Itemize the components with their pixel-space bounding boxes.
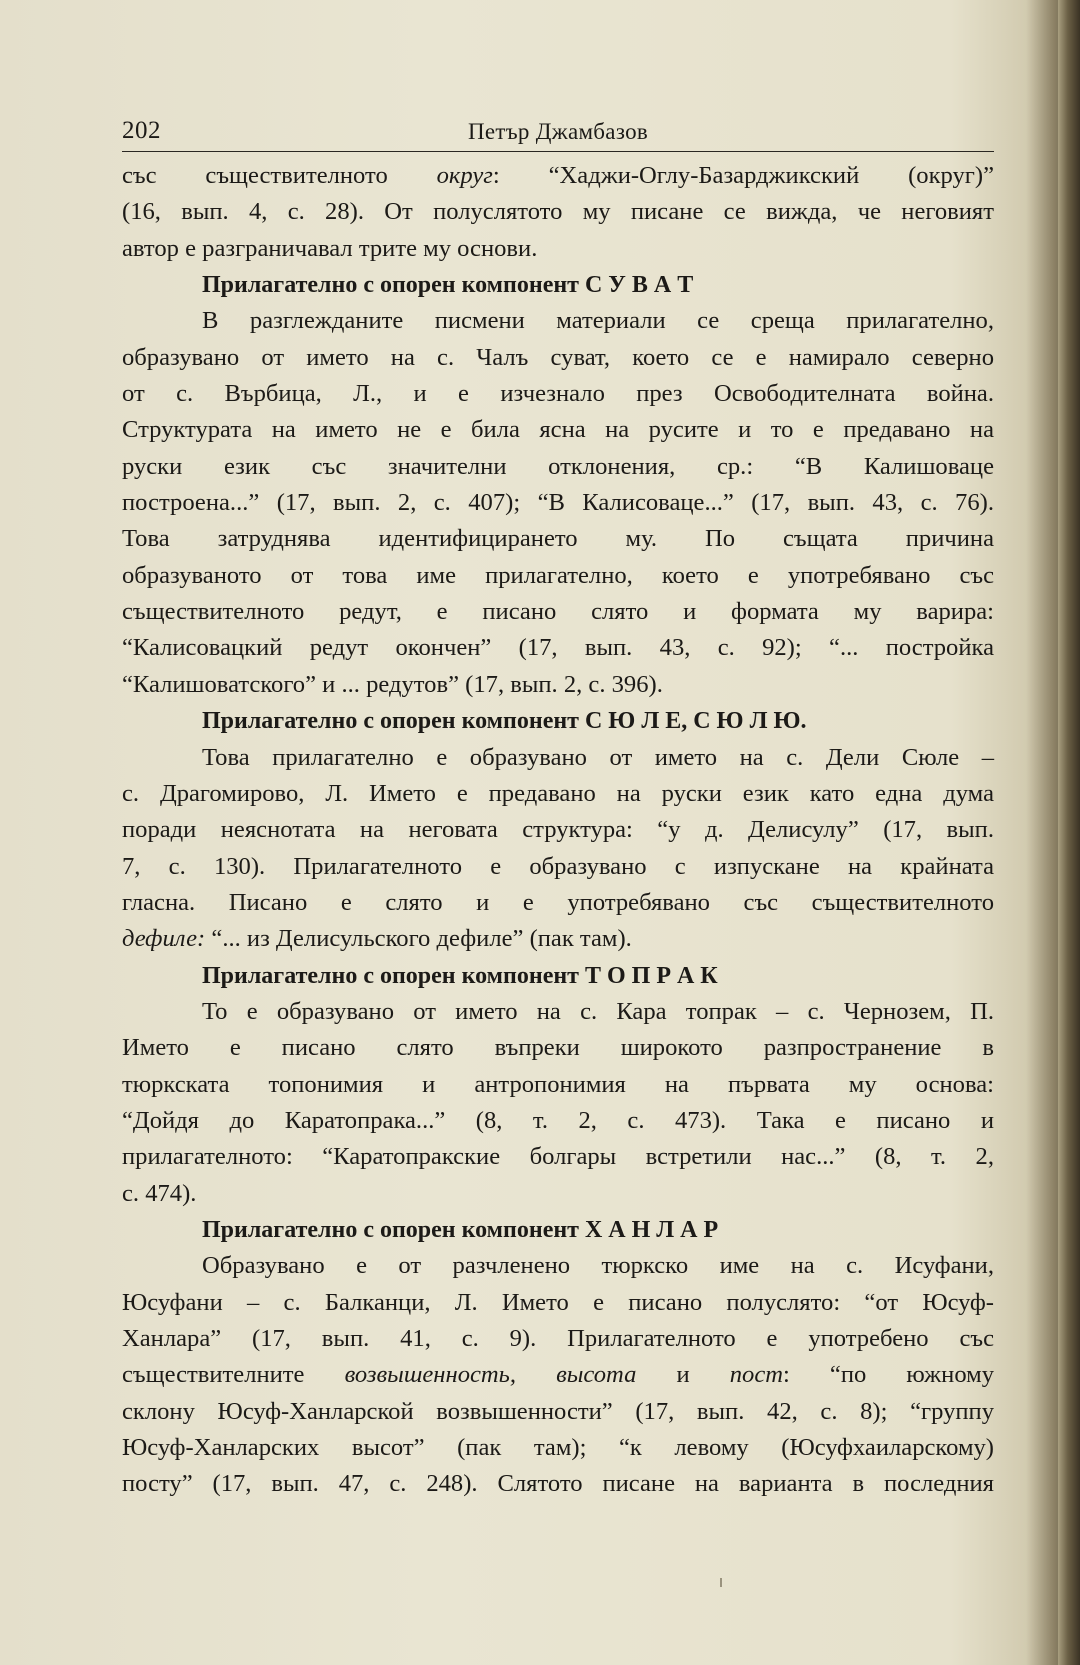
text-line: “Дойдя до Каратопрака...” (8, т. 2, с. 473). Така е писано и — [122, 1106, 994, 1134]
text-line: съществителното редут, е писано слято и формата му варира: — [122, 598, 994, 626]
text-line: с. Драгомирово, Л. Името е предавано на руски език като една дума — [122, 779, 994, 807]
body-text — [122, 158, 994, 1503]
text-line: Това затруднява идентифицирането му. По същата причина — [122, 525, 994, 553]
text-line: построена...” (17, вып. 2, с. 407); “В Калисоваце...” (17, вып. 43, с. 76). — [122, 489, 994, 517]
text-line: Образувано е от разчленено тюркско име на с. Исуфани, — [202, 1252, 994, 1280]
text-line: дефиле: “... из Делисульского дефиле” (пак там). — [122, 925, 632, 953]
text-line: Юсуфани – с. Балканци, Л. Името е писано полуслято: “от Юсуф- — [122, 1288, 994, 1316]
text-line: от с. Върбица, Л., и е изчезнало през Освободителната война. — [122, 380, 994, 408]
text-line: гласна. Писано е слято и е употребявано със съществителното — [122, 888, 994, 916]
text-line: тюркската топонимия и антропонимия на първата му основа: — [122, 1070, 994, 1098]
text-line: образувано от името на с. Чалъ суват, което се е намирало северно — [122, 343, 994, 371]
text-line: Юсуф-Ханларских высот” (пак там); “к левому (Юсуфхаиларскому) — [122, 1434, 994, 1462]
print-speck — [720, 1578, 722, 1587]
text-line: “Калишоватского” и ... редутов” (17, вып. 2, с. 396). — [122, 670, 663, 698]
text-line: Ханлара” (17, вып. 41, с. 9). Прилагателното е употребено със — [122, 1325, 994, 1352]
section-heading-toprak: Прилагателно с опорен компонент Т О П Р А К — [202, 962, 718, 989]
text-line: със съществителното округ: “Хаджи-Оглу-Базарджикский (округ)” — [122, 162, 994, 189]
text-line: посту” (17, вып. 47, с. 248). Слятото писане на варианта в последния — [122, 1470, 994, 1498]
text-line: поради неяснотата на неговата структура: “у д. Делисулу” (17, вып. — [122, 816, 994, 844]
text-line: Името е писано слято въпреки широкото разпространение в — [122, 1034, 994, 1062]
text-line: “Калисовацкий редут окончен” (17, вып. 43, с. 92); “... постройка — [122, 634, 994, 662]
text-line: 7, с. 130). Прилагателното е образувано с изпускане на крайната — [122, 852, 994, 880]
page-number: 202 — [122, 117, 161, 144]
text-line: (16, вып. 4, с. 28). От полуслятото му писане се вижда, че неговият — [122, 198, 994, 226]
text-line: Това прилагателно е образувано от името на с. Дели Сюле – — [202, 743, 994, 771]
text-line: образуваното от това име прилагателно, което е употребявано със — [122, 561, 994, 589]
section-heading-suvat: Прилагателно с опорен компонент С У В А Т — [202, 272, 694, 299]
running-header — [122, 117, 994, 152]
section-heading-syule: Прилагателно с опорен компонент С Ю Л Е, С Ю Л Ю. — [202, 708, 807, 735]
text-line: Структурата на името не е била ясна на русите и то е предавано на — [122, 416, 994, 444]
text-line: руски език със значителни отклонения, ср.: “В Калишоваце — [122, 452, 994, 480]
running-title: Петър Джамбазов — [467, 119, 649, 144]
section-heading-hanlar: Прилагателно с опорен компонент Х А Н Л А Р — [202, 1216, 719, 1243]
text-line: автор е разграничавал трите му основи. — [122, 234, 538, 262]
text-line: В разглежданите писмени материали се среща прилагателно, — [202, 307, 994, 335]
text-line: прилагателното: “Каратопракские болгары встретили нас...” (8, т. 2, — [122, 1143, 994, 1171]
text-line: с. 474). — [122, 1179, 197, 1207]
text-line: То е образувано от името на с. Кара топрак – с. Чернозем, П. — [202, 997, 994, 1025]
text-line: склону Юсуф-Ханларской возвышенности” (17, вып. 42, с. 8); “группу — [122, 1397, 994, 1425]
text-line: съществителните возвышенность, высота и пост: “по южному — [122, 1361, 995, 1389]
page-edge-shadow — [1058, 0, 1080, 1665]
